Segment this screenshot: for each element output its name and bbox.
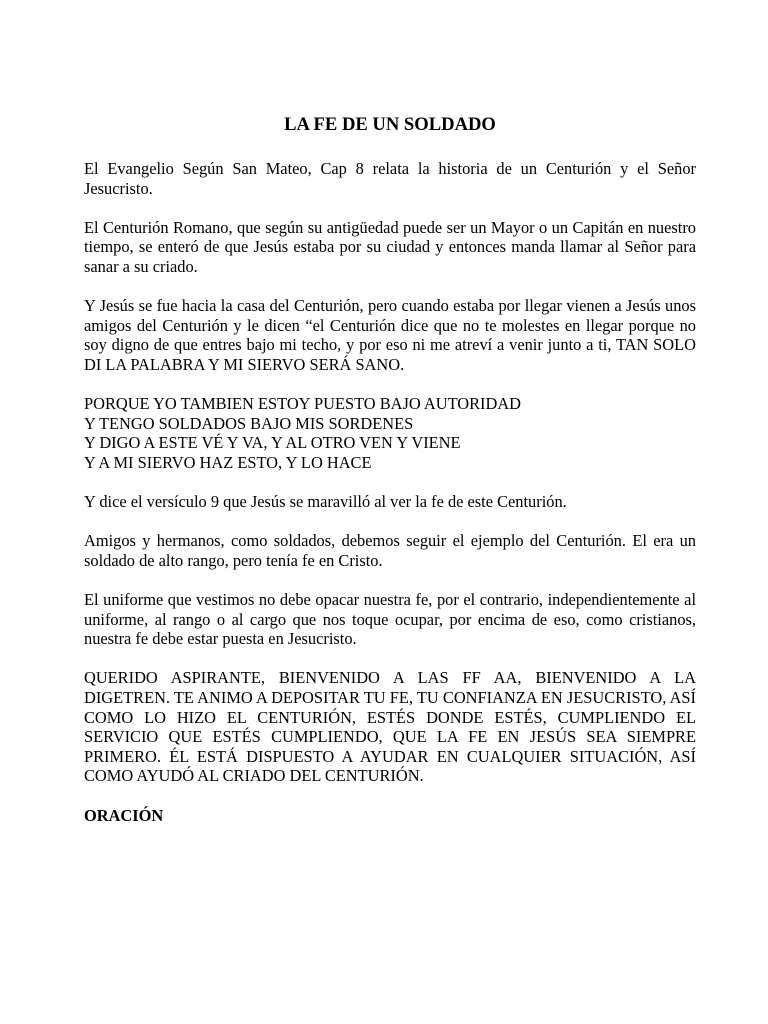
verse-line: PORQUE YO TAMBIEN ESTOY PUESTO BAJO AUTORIDAD <box>84 394 522 414</box>
verse-line: Y DIGO A ESTE VÉ Y VA, Y AL OTRO VEN Y VIENE <box>84 433 461 453</box>
closing-heading: ORACIÓN <box>84 805 164 825</box>
document-title: LA FE DE UN SOLDADO <box>284 114 496 135</box>
verse-line: Y A MI SIERVO HAZ ESTO, Y LO HACE <box>84 452 372 472</box>
paragraph-uniform: El uniforme que vestimos no debe opacar nuestra fe, por el contrario, independientemente al uniforme, al rango o al cargo que nos toque ocupar, por encima de eso, como cristianos, nuestra fe debe estar puesta en Jesucristo. <box>84 590 696 649</box>
paragraph-jesus-visit: Y Jesús se fue hacia la casa del Centurión, pero cuando estaba por llegar vienen a Jesús unos amigos del Centurión y le dicen “el Centurión dice que no te molestes en llegar porque no soy digno de que entres bajo mi techo, y por eso ni me atreví a venir junto a ti, TAN SOLO DI LA PALABRA Y MI SIERVO SERÁ SANO. <box>84 296 696 374</box>
verse-quote <box>84 394 696 472</box>
document-body <box>84 159 696 825</box>
verse-line: Y TENGO SOLDADOS BAJO MIS SORDENES <box>84 413 414 433</box>
paragraph-intro: El Evangelio Según San Mateo, Cap 8 relata la historia de un Centurión y el Señor Jesucristo. <box>84 159 696 198</box>
paragraph-centurion: El Centurión Romano, que según su antigüedad puede ser un Mayor o un Capitán en nuestro tiempo, se enteró de que Jesús estaba por su ciudad y entonces manda llamar al Señor para sanar a su criado. <box>84 217 696 276</box>
paragraph-verse-nine: Y dice el versículo 9 que Jesús se maravilló al ver la fe de este Centurión. <box>84 492 567 512</box>
paragraph-friends-brothers: Amigos y hermanos, como soldados, debemos seguir el ejemplo del Centurión. El era un soldado de alto rango, pero tenía fe en Cristo. <box>84 531 696 570</box>
paragraph-welcome: QUERIDO ASPIRANTE, BIENVENIDO A LAS FF AA, BIENVENIDO A LA DIGETREN. TE ANIMO A DEPOSITAR TU FE, TU CONFIANZA EN JESUCRISTO, ASÍ COMO LO HIZO EL CENTURIÓN, ESTÉS DONDE ESTÉS, CUMPLIENDO EL SERVICIO QUE ESTÉS CUMPLIENDO, QUE LA FE EN JESÚS SEA SIEMPRE PRIMERO. ÉL ESTÁ DISPUESTO A AYUDAR EN CUALQUIER SITUACIÓN, ASÍ COMO AYUDÓ AL CRIADO DEL CENTURIÓN. <box>84 668 696 786</box>
